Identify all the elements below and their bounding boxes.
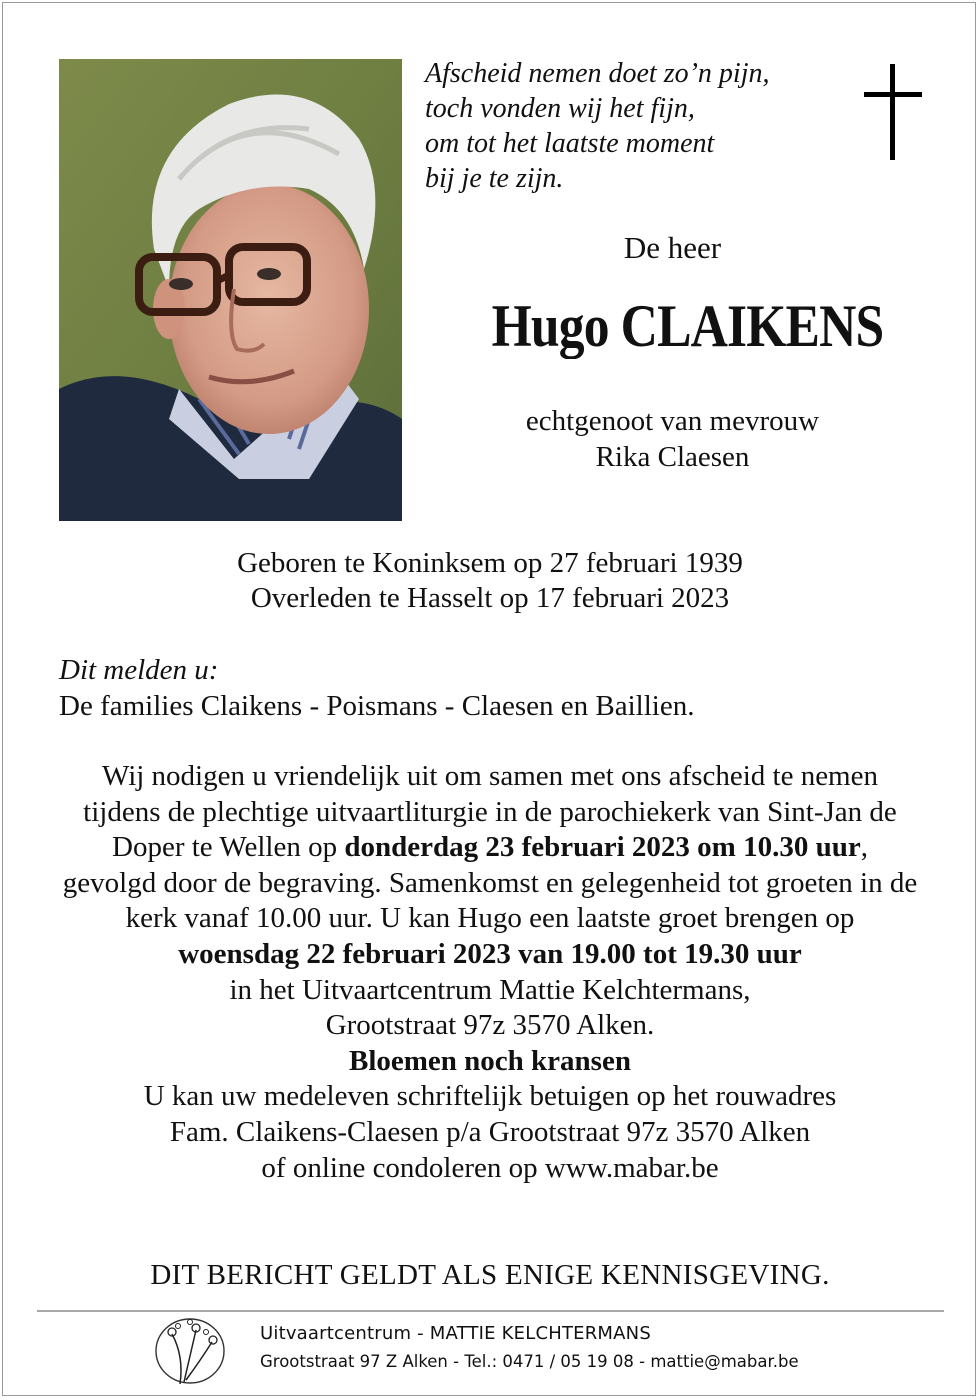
footer-contact: Grootstraat 97 Z Alken - Tel.: 0471 / 05 19 08 - mattie@mabar.be	[260, 1352, 799, 1371]
poem-line: bij je te zijn.	[425, 163, 564, 194]
condolence-online: of online condoleren op www.mabar.be	[261, 1151, 719, 1184]
birth-line: Geboren te Koninksem op 27 februari 1939	[237, 547, 743, 579]
condolence-address: Fam. Claikens-Claesen p/a Grootstraat 97z 3570 Alken	[169, 1115, 811, 1148]
flower-sprig-icon	[150, 1316, 242, 1386]
condolence-line: U kan uw medeleven schriftelijk betuigen op het rouwadres	[143, 1080, 837, 1113]
flowers-note: Bloemen noch kransen	[349, 1044, 631, 1077]
footer-divider	[37, 1310, 944, 1312]
venue-line: in het Uitvaartcentrum Mattie Kelchtermans,	[229, 973, 751, 1006]
venue-address: Grootstraat 97z 3570 Alken.	[325, 1009, 655, 1042]
announcement	[59, 652, 694, 724]
poem-line: Afscheid nemen doet zo’n pijn,	[425, 58, 770, 89]
death-line: Overleden te Hasselt op 17 februari 2023	[250, 582, 730, 614]
deceased-name: Hugo CLAIKENS	[491, 293, 884, 359]
poem-line: om tot het laatste moment	[425, 128, 715, 159]
poem	[425, 56, 769, 196]
announce-lead: Dit melden u:	[59, 654, 219, 686]
life-dates	[0, 546, 980, 616]
spouse-info	[425, 403, 920, 475]
honorific-title: De heer	[623, 230, 722, 265]
footer-company: Uitvaartcentrum - MATTIE KELCHTERMANS	[260, 1323, 651, 1344]
invitation-text	[40, 759, 940, 1186]
invitation-intro: Wij nodigen u vriendelijk uit om samen met ons afscheid te nemen tijdens de plechtige uitvaartliturgie in de parochiekerk van Sint-Jan de Doper te Wellen op	[83, 760, 897, 864]
spouse-name: Rika Claesen	[595, 441, 750, 473]
notice-line: DIT BERICHT GELDT ALS ENIGE KENNISGEVING.	[150, 1259, 830, 1291]
visit-datetime: woensdag 22 februari 2023 van 19.00 tot 19.30 uur	[178, 937, 802, 970]
portrait-photo	[59, 59, 402, 521]
poem-line: toch vonden wij het fijn,	[425, 93, 695, 124]
service-datetime: donderdag 23 februari 2023 om 10.30 uur	[344, 831, 861, 864]
latin-cross-icon	[864, 64, 922, 160]
invitation-middle: , gevolgd door de begraving. Samenkomst en gelegenheid tot groeten in de kerk vanaf 10.00 uur. U kan Hugo een laatste groet brengen op	[62, 831, 918, 935]
families-line: De families Claikens - Poismans - Claesen en Baillien.	[59, 690, 695, 722]
spouse-line: echtgenoot van mevrouw	[525, 405, 820, 437]
